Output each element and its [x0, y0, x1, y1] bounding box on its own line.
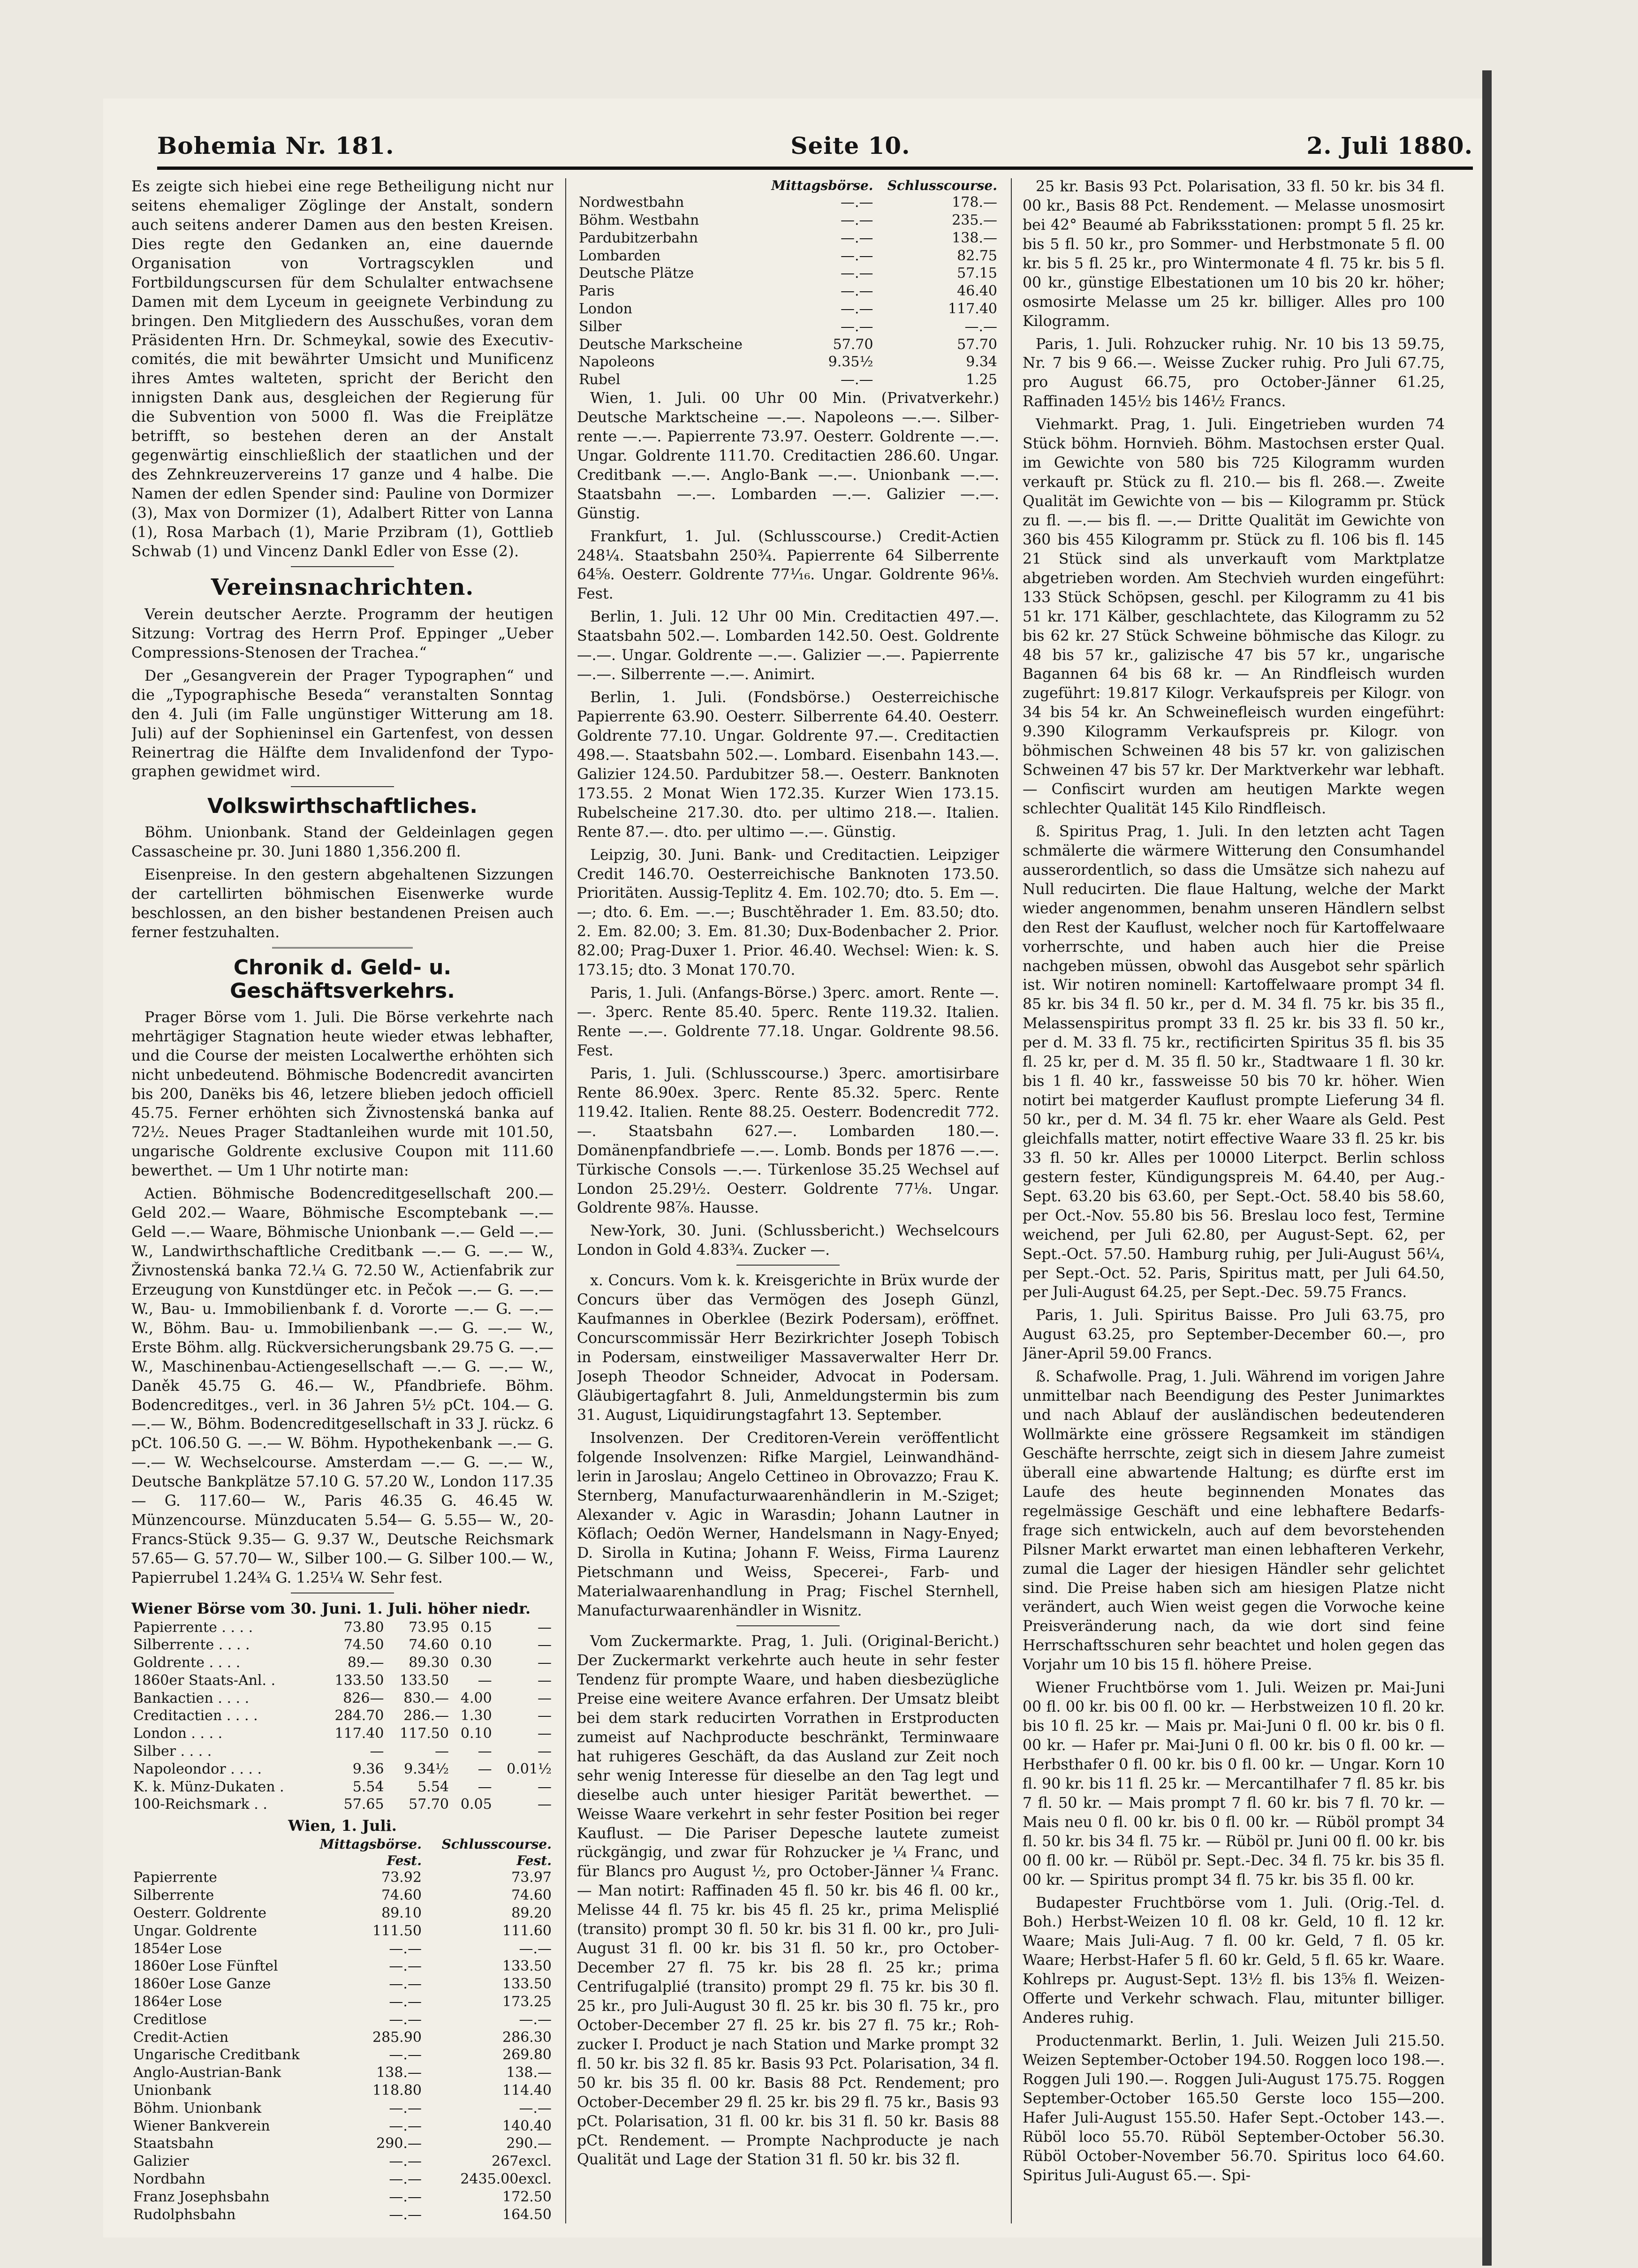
table-row [131, 2082, 554, 2100]
security-name: Franz Josephsbahn [133, 2188, 270, 2205]
security-name: Unionbank [133, 2082, 212, 2099]
report-paragraph: Viehmarkt. Prag, 1. Juli. Eingetrieben wurden 74 Stück böhm. Hornvieh. Böhm. Mastochsen erster Qual. im Gewichte von 580 bis 725 Kilogramm wurden verkauft pr. Stück zu fl. 210.— bis fl. 268.—. Zweite Qualität im Gewichte von — bis — Kilogramm pr. Stück zu fl. —.— bis fl. —.— Dritte Qualität im Gewichte von 360 bis 455 Kilogramm pr. Stück zu fl. 106 bis fl. 145 21 Stück sind als unverkauft vom Marktplatze abgetrieben worden. Am Stechvieh wurden eingeführt: 133 Stück Schöpsen, geschl. per Kilogramm zu 41 bis 51 kr. 171 Kälber, geschlachtete, das Kilogramm zu 52 bis 62 kr. 27 Stück Schweine böhmische das Kilogr. zu 48 bis 57 kr., galizische 47 bis 57 kr., ungarische Bagannen 64 bis 68 kr. — An Rindfleisch wurden zugeführt: 19.817 Kilogr. Verkaufspreis per Kilogr. von 34 bis 54 kr. An Schweinefleisch wurden eingeführt: 9.390 Kilogramm Verkaufspreis pr. Kilogr. von böhmischen Schweinen 48 bis 57 kr. von galizischen Schweinen 47 bis 57 kr. Der Marktverkehr war lebhaft. — Confiscirt wurden am heutigen Markte wegen schlechter Qualität 145 Kilo Rindfleisch. [1023, 416, 1445, 817]
security-name: 100-Reichsmark . . [133, 1796, 267, 1813]
security-name: Rudolphsbahn [133, 2206, 236, 2222]
quote-value: 118.80 [372, 2082, 422, 2099]
quote-value: —.— [519, 1940, 552, 1957]
quote-value: — [538, 1743, 552, 1760]
column-2 [577, 177, 999, 2222]
table-row [131, 2188, 554, 2206]
quote-value: —.— [841, 301, 873, 318]
quote-value: 286.30 [502, 2029, 552, 2046]
table-row [577, 371, 999, 389]
security-name: Credit-Actien [133, 2029, 229, 2046]
quote-value: 111.50 [372, 1922, 422, 1939]
report-paragraph: ß. Schafwolle. Prag, 1. Juli. Während im vorigen Jahre unmittelbar nach Beendigung des Pester Junimarktes und nach Ablauf der ausländischen bedeutenderen Wollmärkte eine grössere Regsamkeit im ständigen Geschäfte herrschte, zeigt sich in diesem Jahre zumeist überall eine abwartende Haltung; es dürfte erst im Laufe des heute beginnenden Monates das regelmässige Geschäft und eine lebhaftere Bedarfsfrage sich entwickeln, auch auf dem bevorstehenden Pilsner Markt erwartet man einen lebhafteren Verkehr, zumal die Lager der hiesigen Händler sehr gelichtet sind. Die Preise haben sich am hiesigen Platze nicht verändert, auch Wien weist gegen die Vorwoche keine Preisveränderung nach, da wie dort sind feine Herrschaftsschuren sehr beachtet und holen gegen das Vorjahr um 10 bis 15 fl. höhere Preise. [1023, 1368, 1445, 1674]
quote-value: 0.15 [460, 1619, 492, 1636]
quote-value: —.— [964, 318, 997, 335]
quote-value: 89.20 [511, 1904, 552, 1921]
header-rule [157, 167, 1473, 170]
quote-value: 138.— [376, 2064, 422, 2081]
quote-value: — [538, 1637, 552, 1654]
table-row [131, 1619, 554, 1637]
quote-value: 111.60 [502, 1922, 552, 1939]
quote-value: —.— [841, 318, 873, 335]
quote-value: 89.— [347, 1654, 384, 1671]
page-header [157, 122, 1473, 159]
table-row [131, 2011, 554, 2029]
eisenpreise-paragraph: Eisenpreise. In den gestern abgehaltenen Sizzungen der cartellirten böhmischen Eisenwerke wurde beschlossen, an den bisher bestandenen Preisen auch ferner festzuhalten. [131, 866, 554, 941]
quote-value: 172.50 [502, 2188, 552, 2205]
lyceum-report-paragraph: Es zeigte sich hiebei eine rege Betheiligung nicht nur seitens ehemaliger Zöglinge der Anstalt, sondern auch seitens anderer Damen aus den besten Kreisen. Dies regte den Gedanken an, eine dauernde Organisation von Vortragscyklen und Fortbildungscursen für dem Schulalter entwachsene Damen mit dem Lyceum in geeignete Verbindung zu bringen. Den Mitgliedern des Ausschußes, voran dem Präsidenten Hrn. Dr. Schmeykal, sowie des Executivcomités, die mit bewährter Umsicht und Munificenz ihres Amtes walteten, spricht der Bericht den innigsten Dank aus, desgleichen der Regierung für die Subvention von 5000 fl. Was die Freiplätze betrifft, so bestehen deren an der Anstalt gegenwärtig einschließlich der staatlichen und der des Zehnkreuzervereins 17 ganze und 4 halbe. Die Namen der edlen Spender sind: Pauline von Dormizer (3), Max von Dormizer (1), Adalbert Ritter von Lanna (1), Rosa Marbach (1), Marie Przibram (1), Gottlieb Schwab (1) und Vincenz Dankl Edler von Esse (2). [131, 178, 554, 560]
market-reports [577, 389, 999, 2169]
quote-value: 178.— [952, 194, 997, 211]
table-row [131, 2135, 554, 2153]
table-row [131, 1993, 554, 2011]
quote-value: 74.50 [343, 1637, 384, 1654]
table-row [577, 229, 999, 247]
quote-value: 1.30 [460, 1707, 492, 1724]
quote-value: 57.70 [409, 1796, 449, 1813]
quote-value: 269.80 [502, 2047, 552, 2063]
security-name: Paris [579, 283, 615, 300]
table-row [131, 2064, 554, 2082]
quote-value: 117.40 [334, 1725, 384, 1742]
security-name: Deutsche Plätze [579, 265, 694, 282]
quote-value: 286.— [403, 1707, 449, 1724]
table-row [131, 2100, 554, 2117]
quote-value: 284.70 [334, 1707, 384, 1724]
quote-value: 9.34 [966, 354, 997, 371]
quote-value: —.— [841, 247, 873, 264]
quote-value: 74.60 [381, 1887, 422, 1904]
quote-value: 57.70 [833, 336, 873, 353]
security-name: Ungar. Goldrente [133, 1922, 257, 1939]
quote-value: 133.50 [502, 1976, 552, 1993]
table-row [131, 1707, 554, 1725]
wien-courses-table-continued [577, 177, 999, 389]
security-name: Ungarische Creditbank [133, 2047, 300, 2063]
table-row [131, 2029, 554, 2047]
table-row [577, 336, 999, 354]
table-row [131, 1743, 554, 1760]
quote-value: —.— [389, 2047, 422, 2063]
report-paragraph: x. Concurs. Vom k. k. Kreisgerichte in Brüx wurde der Concurs über das Vermögen des Joseph Günzl, Kaufmannes in Oberklee (Bezirk Podersam), eröffnet. Concurscommissär Herr Bezirkrichter Joseph Tobisch in Podersam, einstweiliger Massaverwalter Herr Dr. Joseph Theodor Schneider, Advocat in Podersam. Gläubigertagfahrt 8. Juli, Anmeldungstermin bis zum 31. August, Liquidirungstagfahrt 13. September. [577, 1272, 999, 1424]
quote-value: — [478, 1778, 492, 1795]
column-header: Mittagsbörse. Fest. [319, 1836, 422, 1869]
quote-value: 1.25 [966, 372, 997, 388]
quote-value: 4.00 [460, 1690, 492, 1707]
report-paragraph: Paris, 1. Juli. (Schlusscourse.) 3perc. amortisirbare Rente 86.90ex. 3perc. Rente 85.32. 5perc. Rente 119.42. Italien. Rente 88.25. Oesterr. Bodencredit 772.—. Staatsbahn 627.—. Lombarden 180.—. Domänenpfandbriefe —.—. Lomb. Bonds per 1876 —.—. Türkische Consols —.—. Türkenlose 35.25 Wechsel auf London 25.29½. Oesterr. Goldrente 77⅛. Ungar. Goldrente 98⅞. Hausse. [577, 1065, 999, 1217]
quote-value: — [435, 1743, 449, 1760]
table-row [131, 1796, 554, 1813]
security-name: 1854er Lose [133, 1940, 222, 1957]
report-paragraph: ß. Spiritus Prag, 1. Juli. In den letzten acht Tagen schmälerte die wärmere Witterung den Consumhandel ausserordentlich, so dass die Umsätze sich nahezu auf Null reducirten. Die flaue Haltung, welche der Markt wieder angenommen, benahm unseren Händlern selbst den Rest der Kauflust, welcher noch für Kartoffelwaare vorherrschte, und haben auch hier die Preise nachgeben müssen, obwohl das Ausgebot sehr spärlich ist. Wir notiren nominell: Kartoffelwaare prompt 34 fl. 85 kr. bis 34 fl. 50 kr., per d. M. 34 fl. 75 kr. bis 35 fl., Melassenspiritus prompt 33 fl. 25 kr. bis 33 fl. 50 kr., per d. M. 33 fl. 75 kr., rectificirten Spiritus 35 fl. bis 35 fl. 25 kr, per d. M. 35 fl. 50 kr., Stadtwaare 1 fl. 30 kr. bis 1 fl. 40 kr., fassweisse 50 bis 70 kr. höher. Wien notirt bei matgerder Kauflust prompte Lieferung 34 fl. 50 kr., per d. M. 34 fl. 75 kr. eher Waare als Geld. Pest gleichfalls matter, notirt effective Waare 33 fl. 25 kr. bis 33 fl. 50 kr. Alles per 10000 Literpct. Berlin schloss gestern fester, Kündigungspreis M. 64.40, per Aug.-Sept. 63.20 bis 63.60, per Sept.-Oct. 58.40 bis 58.60, per Oct.-Nov. 55.80 bis 56. Breslau loco fest, Termine weichend, per Juli 62.80, per August-Sept. 62, per Sept.-Oct. 57.50. Hamburg ruhig, per Juli-August 56¼, per Sept.-Oct. 52. Paris, Spiritus matt, per Juli 64.50, per Juli-August 64.25, per Sept.-Dec. 59.75 Francs. [1023, 823, 1445, 1301]
quote-value: —.— [389, 1976, 422, 1993]
quote-value: —.— [841, 265, 873, 282]
table-row [131, 2117, 554, 2135]
report-paragraph: Productenmarkt. Berlin, 1. Juli. Weizen Juli 215.50. Weizen September-October 194.50. Roggen loco 198.—. Roggen Juli 190.—. Roggen Juli-August 175.75. Roggen September-October 165.50 Gerste loco 155—200. Hafer Juli-August 155.50. Hafer Sept.-October 143.—. Rüböl loco 55.70. Rüböl September-October 56.30. Rüböl October-November 56.70. Spiritus loco 64.60. Spiritus Juli-August 65.—. Spi- [1023, 2033, 1445, 2184]
quote-value: 290.— [376, 2135, 422, 2152]
security-name: Staatsbahn [133, 2135, 214, 2152]
table-row [131, 1869, 554, 1887]
newspaper-page [103, 99, 1482, 2238]
separator [272, 947, 413, 948]
column-header: Schlusscourse. Fest. [441, 1836, 552, 1869]
report-paragraph: Wiener Fruchtbörse vom 1. Juli. Weizen pr. Mai-Juni 00 fl. 00 kr. bis 00 fl. 00 kr. — Herbstweizen 10 fl. 20 kr. bis 10 fl. 25 kr. — Mais pr. Mai-Juni 0 fl. 00 kr. bis 0 fl. 00 kr. — Hafer pr. Mai-Juni 0 fl. 00 kr. bis 0 fl. 00 kr. — Herbsthafer 0 fl. 00 kr. bis 0 fl. 00 kr. — Ungar. Korn 10 fl. 90 kr. bis 11 fl. 25 kr. — Mercantilhafer 7 fl. 85 kr. bis 7 fl. 50 kr. — Mais prompt 7 fl. 60 kr. bis 7 fl. 70 kr. — Mais neu 0 fl. 00 kr. bis 0 fl. 00 kr. — Rüböl prompt 34 fl. 50 kr. bis 34 fl. 75 kr. — Rüböl pr. Juni 00 fl. 00 kr. bis 00 fl. 00 kr. — Rüböl pr. Sept.-Dec. 34 fl. 75 kr. bis 35 fl. 00 kr. — Spiritus prompt 34 fl. 75 kr. bis 35 fl. 00 kr. [1023, 1679, 1445, 1889]
security-name: Oesterr. Goldrente [133, 1904, 267, 1921]
security-name: 1860er Staats-Anl. . [133, 1672, 276, 1689]
quote-value: 73.80 [343, 1619, 384, 1636]
wiener-boerse-table [131, 1619, 554, 1814]
report-paragraph: Leipzig, 30. Juni. Bank- und Creditactien. Leipziger Credit 146.70. Oesterreichische Banknoten 173.50. Prioritäten. Aussig-Teplitz 4. Em. 102.70; dto. 5. Em —.—; dto. 6. Em. —.—; Buschtěhrader 1. Em. 83.50; dto. 2. Em. 82.00; 3. Em. 81.30; Dux-Bodenbacher 2. Prior. 82.00; Prag-Duxer 1. Prior. 46.40. Wechsel: Wien: k. S. 173.15; dto. 3 Monat 170.70. [577, 846, 999, 979]
report-paragraph: Insolvenzen. Der Creditoren-Verein veröffentlicht folgende Insolvenzen: Rifke Margiel, Leinwandhändlerin in Jaroslau; Angelo Cettineo in Obrovazzo; Frau K. Sternberg, Manufacturwaarenhändlerin in M.-Sziget; Alexander v. Agic in Warasdin; Johann Lautner in Köflach; Oedön Werner, Handelsmann in Nagy-Enyed; D. Sirolla in Kutina; Johann F. Weiss, Firma Laurenz Pietschmann und Weiss, Specerei-, Farb- und Materialwaarenhandlung in Prag; Fischel Sternhell, Manufacturwaarenhändler in Wisnitz. [577, 1429, 999, 1620]
quote-value: —.— [389, 1958, 422, 1975]
table-row [131, 1636, 554, 1654]
table-row [131, 1957, 554, 1975]
quote-value: 0.10 [460, 1637, 492, 1654]
prager-boerse-paragraph: Prager Börse vom 1. Juli. Die Börse verkehrte nach mehrtägiger Stagnation heute wieder etwas lebhafter, und die Course der meisten Localwerthe erhöhten sich nicht unbedeutend. Böhmische Bodencredit avancirten bis 200, Danëks bis 46, letzere blieben jedoch officiell 45.75. Ferner erhöhten sich Živnostenská banka auf 72½. Neues Prager Stadtanleihen wurde mit 101.50, ungarische Goldrente exclusive Coupon mit 111.60 bewerthet. — Um 1 Uhr notirte man: [131, 1009, 554, 1180]
security-name: Böhm. Unionbank [133, 2100, 262, 2116]
verein-aerzte-paragraph: Verein deutscher Aerzte. Programm der heutigen Sitzung: Vortrag des Herrn Prof. Eppinger „Ueber Compressions-Stenosen der Trachea.“ [131, 606, 554, 661]
quote-value: 290.— [506, 2135, 552, 2152]
quote-value: 114.40 [502, 2082, 552, 2099]
header-masthead: Bohemia Nr. 181. [157, 132, 394, 159]
report-paragraph: New-York, 30. Juni. (Schlussbericht.) Wechselcours London in Gold 4.83¾. Zucker —. [577, 1222, 999, 1259]
quote-value: — [370, 1743, 384, 1760]
security-name: 1864er Lose [133, 1993, 222, 2010]
security-name: Wiener Bankverein [133, 2117, 270, 2134]
quote-value: 830.— [403, 1690, 449, 1707]
quote-value: — [538, 1672, 552, 1689]
security-name: Papierrente [133, 1869, 217, 1886]
quote-value: — [538, 1707, 552, 1724]
quote-value: —.— [841, 372, 873, 388]
quote-value: — [478, 1760, 492, 1777]
security-name: Creditlose [133, 2011, 207, 2028]
security-name: Silberrente . . . . [133, 1637, 250, 1654]
quote-value: 133.50 [400, 1672, 449, 1689]
section-title-vereinsnachrichten: Vereinsnachrichten. [211, 574, 474, 600]
quote-value: 140.40 [502, 2117, 552, 2134]
report-paragraph: Paris, 1. Juli. Rohzucker ruhig. Nr. 10 bis 13 59.75, Nr. 7 bis 9 66.—. Weisse Zucker ruhig. Pro Juli 67.75, pro August 66.75, pro October-Jänner 61.25, Raffinaden 145½ bis 146½ Francs. [1023, 335, 1445, 410]
report-paragraph: 25 kr. Basis 93 Pct. Polarisation, 33 fl. 50 kr. bis 34 fl. 00 kr., Basis 88 Pct. Rendement. — Melasse unosmosirt bei 42° Beaumé ab Fabriksstationen: prompt 5 fl. 25 kr. bis 5 fl. 50 kr., pro Sommer- und Herbstmonate 5 fl. 00 kr. bis 5 fl. 25 kr., pro Wintermonate 4 fl. 75 kr. bis 5 fl. 00 kr., günstige Elbestationen um 10 bis 20 kr. höher; osmosirte Melasse um 25 kr. billiger. Alles pro 100 Kilogramm. [1023, 178, 1445, 330]
table-row [577, 318, 999, 336]
wien-table-title: Wien, 1. Juli. [288, 1817, 397, 1835]
table-row [577, 265, 999, 282]
quote-value: —.— [519, 2011, 552, 2028]
column-divider [565, 178, 566, 2223]
quote-value: 74.60 [409, 1637, 449, 1654]
separator [736, 1625, 840, 1626]
security-name: Bankactien . . . . [133, 1690, 250, 1707]
table-row [131, 1690, 554, 1707]
section-title-chronik: Chronik d. Geld- u. Geschäftsverkehrs. [230, 955, 455, 1003]
quote-value: —.— [389, 1940, 422, 1957]
table-row [131, 1725, 554, 1743]
security-name: Lombarden [579, 247, 661, 264]
separator [291, 786, 394, 787]
quote-value: 235.— [952, 212, 997, 229]
security-name: Silberrente [133, 1887, 214, 1904]
column-3 [1023, 177, 1445, 2222]
quote-value: 74.60 [511, 1887, 552, 1904]
quote-value: 9.35½ [828, 354, 873, 371]
quote-value: 285.90 [372, 2029, 422, 2046]
quote-value: — [538, 1796, 552, 1813]
quote-value: 57.15 [957, 265, 997, 282]
quote-value: 0.10 [460, 1725, 492, 1742]
quote-value: — [538, 1725, 552, 1742]
quote-value: 133.50 [334, 1672, 384, 1689]
quote-value: —.— [389, 2011, 422, 2028]
table-row [131, 1887, 554, 1904]
quote-value: —.— [841, 194, 873, 211]
security-name: Deutsche Markscheine [579, 336, 743, 353]
quote-value: —.— [389, 2170, 422, 2187]
security-name: Silber . . . . [133, 1743, 212, 1760]
quote-value: 73.95 [409, 1619, 449, 1636]
quote-value: — [478, 1743, 492, 1760]
security-name: Napoleons [579, 354, 655, 371]
column-header: Schlusscourse. [887, 178, 997, 193]
quote-value: —.— [519, 2100, 552, 2116]
security-name: Creditactien . . . . [133, 1707, 258, 1724]
security-name: London [579, 301, 632, 318]
table-row [577, 212, 999, 229]
quote-value: 0.05 [460, 1796, 492, 1813]
quote-value: —.— [389, 2188, 422, 2205]
header-date: 2. Juli 1880. [1306, 132, 1473, 159]
table-row [131, 1778, 554, 1796]
unionbank-paragraph: Böhm. Unionbank. Stand der Geldeinlagen gegen Cassascheine pr. 30. Juni 1880 1,356.200 fl. [131, 824, 554, 860]
table-row [577, 194, 999, 212]
quote-value: 117.50 [400, 1725, 449, 1742]
security-name: Pardubitzerbahn [579, 229, 698, 246]
quote-value: —.— [389, 2206, 422, 2222]
security-name: London . . . . [133, 1725, 223, 1742]
quote-value: 138.— [952, 229, 997, 246]
wiener-boerse-title: Wiener Börse vom 30. Juni. 1. Juli. höher niedr. [131, 1599, 531, 1617]
security-name: Nordbahn [133, 2170, 205, 2187]
header-page-number: Seite 10. [790, 132, 910, 159]
quote-value: —.— [841, 283, 873, 300]
report-paragraph: Berlin, 1. Juli. 12 Uhr 00 Min. Creditactien 497.—. Staatsbahn 502.—. Lombarden 142.50. Oest. Goldrente —.—. Ungar. Goldrente —.—. Galizier —.—. Papierrente —.—. Silberrente —.—. Animirt. [577, 608, 999, 683]
table-row [131, 1654, 554, 1672]
table-row [131, 1922, 554, 1940]
security-name: Napoleondor . . . . [133, 1760, 262, 1777]
table-row [131, 2206, 554, 2222]
table-row [131, 2046, 554, 2064]
quote-value: 9.34½ [404, 1760, 449, 1777]
quote-value: —.— [841, 212, 873, 229]
table-row [577, 353, 999, 371]
report-paragraph: Wien, 1. Juli. 00 Uhr 00 Min. (Privatverkehr.) Deutsche Marktscheine —.—. Napoleons —.—. Silberrente —.—. Papierrente 73.97. Oesterr. Goldrente —.—. Ungar. Goldrente 111.70. Creditactien 286.60. Ungar. Creditbank —.—. Anglo-Bank —.—. Unionbank —.—. Staatsbahn —.—. Lombarden —.—. Galizier —.—. Günstig. [577, 390, 999, 522]
column-header: Mittagsbörse. [771, 178, 873, 193]
quote-value: 173.25 [502, 1993, 552, 2010]
security-name: Silber [579, 318, 622, 335]
table-row [131, 1672, 554, 1690]
market-reports [1023, 177, 1445, 2185]
quote-value: 57.70 [957, 336, 997, 353]
table-row [131, 2153, 554, 2170]
security-name: Anglo-Austrian-Bank [133, 2064, 281, 2081]
gesangverein-paragraph: Der „Gesangverein der Prager Typographen“ und die „Typographische Beseda“ veranstalten Sonntag den 4. Juli (im Falle ungünstiger Witterung am 18. Juli) auf der Sophieninsel ein Gartenfest, von dessen Reinertrag die Hälfte dem Invalidenfond der Typographen gewidmet wird. [131, 667, 554, 781]
separator [736, 1265, 840, 1266]
quote-value: — [478, 1672, 492, 1689]
report-paragraph: Frankfurt, 1. Jul. (Schlusscourse.) Credit-Actien 248¼. Staatsbahn 250¾. Papierrente 64 Silberrente 64⅝. Oesterr. Goldrente 77⅟₁₆. Ungar. Goldrente 96⅛. Fest. [577, 528, 999, 603]
quote-value: 9.36 [352, 1760, 384, 1777]
quote-value: —.— [389, 2153, 422, 2170]
table-row [131, 1975, 554, 1993]
quote-value: 2435.00excl. [460, 2170, 552, 2187]
quote-value: 5.54 [417, 1778, 449, 1795]
report-paragraph: Budapester Fruchtbörse vom 1. Juli. (Orig.-Tel. d. Boh.) Herbst-Weizen 10 fl. 08 kr. Geld, 10 fl. 12 kr. Waare; Mais Juli-Aug. 7 fl. 00 kr. Geld, 7 fl. 05 kr. Waare; Herbst-Hafer 5 fl. 60 kr. Geld, 5 fl. 65 kr. Waare. Kohlreps pr. August-Sept. 13½ fl. bis 13⅝ fl. Weizen-Offerte und Verkehr schwach. Flau, mitunter billiger. Anderes ruhig. [1023, 1894, 1445, 2027]
table-row [131, 1940, 554, 1958]
table-row [131, 2170, 554, 2188]
quote-value: 267excl. [492, 2153, 552, 2170]
table-row [577, 282, 999, 300]
quote-value: 89.10 [381, 1904, 422, 1921]
page-edge-shadow [1482, 70, 1492, 2266]
security-name: Papierrente . . . . [133, 1619, 253, 1636]
section-title-volkswirthschaftliches: Volkswirthschaftliches. [207, 794, 478, 819]
quote-value: 117.40 [948, 301, 997, 318]
security-name: Böhm. Westbahn [579, 212, 699, 229]
quote-value: 73.97 [511, 1869, 552, 1886]
quote-value: 138.— [506, 2064, 552, 2081]
actien-listing-paragraph: Actien. Böhmische Bodencreditgesellschaft 200.— Geld 202.— Waare, Böhmische Escomptebank —.— Geld —.— Waare, Böhmische Unionbank —.— Geld —.— W., Landwirthschaftliche Creditbank —.— G. —.— W., Živnostenská banka 72.¼ G. 72.50 W., Actienfabrik zur Erzeugung von Kunstdünger etc. in Pečok —.— G. —.— W., Bau- u. Immobilienbank f. d. Vororte —.— G. —.— W., Böhm. Bau- u. Immobilienbank —.— G. —.— W., Erste Böhm. allg. Rückversicherungsbank 29.75 G. —.— W., Maschinenbau-Actiengesellschaft —.— G. —.— W., Daněk 45.75 G. 46.— W., Pfandbriefe. Böhm. Bodencreditges., verl. in 36 Jahren 5½ pCt. 104.— G. —.— W., Böhm. Bodencreditgesellschaft in 33 J. rückz. 6 pCt. 106.50 G. —.— W. Böhm. Hypothekenbank —.— G. —.— W. Wechselcourse. Amsterdam —.— G. —.— W., Deutsche Bankplätze 57.10 G. 57.20 W., London 117.35— G. 117.60— W., Paris 46.35 G. 46.45 W. Münzencourse. Münzducaten 5.54— G. 5.55— W., 20-Francs-Stück 9.35— G. 9.37 W., Deutsche Reichsmark 57.65— G. 57.70— W., Silber 100.— G. Silber 100.— W., Papierrubel 1.24¾ G. 1.25¼ W. Sehr fest. [131, 1185, 554, 1586]
security-name: Rubel [579, 372, 621, 388]
table-row [577, 300, 999, 318]
report-paragraph: Berlin, 1. Juli. (Fondsbörse.) Oesterreichische Papierrente 63.90. Oesterr. Silberrente 64.40. Oesterr. Goldrente 77.10. Ungar. Goldrente 97.—. Creditactien 498.—. Staatsbahn 502.—. Lombard. Eisenbahn 143.—. Galizier 124.50. Pardubitzer 58.—. Oesterr. Banknoten 173.55. 2 Monat Wien 172.35. Kurzer Wien 173.15. Rubelscheine 217.30. dto. per ultimo 218.—. Italien. Rente 87.—. dto. per ultimo —.—. Günstig. [577, 689, 999, 841]
quote-value: —.— [389, 2117, 422, 2134]
quote-value: 57.65 [343, 1796, 384, 1813]
quote-value: — [538, 1654, 552, 1671]
table-row [131, 1904, 554, 1922]
quote-value: 0.01½ [507, 1760, 552, 1777]
quote-value: —.— [389, 2100, 422, 2116]
quote-value: — [538, 1619, 552, 1636]
report-paragraph: Paris, 1. Juli. (Anfangs-Börse.) 3perc. amort. Rente —.—. 3perc. Rente 85.40. 5perc. Rente 119.32. Italien. Rente —.—. Goldrente 77.18. Ungar. Goldrente 98.56. Fest. [577, 985, 999, 1059]
table-row [577, 247, 999, 265]
separator [291, 566, 394, 567]
security-name: 1860er Lose Ganze [133, 1976, 271, 1993]
quote-value: — [538, 1778, 552, 1795]
quote-value: 46.40 [957, 283, 997, 300]
table-row [131, 1760, 554, 1778]
security-name: K. k. Münz-Dukaten . [133, 1778, 284, 1795]
wien-courses-table [131, 1836, 554, 2222]
security-name: Galizier [133, 2153, 189, 2170]
column-1 [131, 177, 554, 2222]
quote-value: 5.54 [352, 1778, 384, 1795]
quote-value: 82.75 [957, 247, 997, 264]
report-paragraph: Vom Zuckermarkte. Prag, 1. Juli. (Original-Bericht.) Der Zuckermarkt verkehrte auch heute in sehr fester Tendenz für prompte Waare, und haben diesbezügliche Preise eine weitere Avance erfahren. Der Umsatz bleibt bei dem stark reducirten Vorrathen in Erstproducten zumeist auf Nachproducte beschränkt, Terminwaare hat ruhigeres Geschäft, da das Ausland zur Zeit noch sehr wenig Interesse für dieselbe an den Tag legt und dieselbe auch unter hiesiger Parität bewerthet. — Weisse Waare verkehrt in sehr fester Position bei reger Kauflust. — Die Pariser Depesche lautete zumeist rückgängig, und zwar für Rohzucker je ¼ Franc, und für Blancs pro August ½, pro October-Jänner ¼ Franc. — Man notirt: Raffinaden 45 fl. 50 kr. bis 46 fl. 00 kr., Melisse 44 fl. 75 kr. bis 45 fl. 25 kr., prima Melisplié (transito) prompt 30 fl. 50 kr. bis 31 fl. 00 kr., pro Juli-August 31 fl. 00 kr. bis 31 fl. 50 kr., pro October-December 27 fl. 75 kr. bis 28 fl. 25 kr.; prima Centrifugalplié (transito) prompt 29 fl. 75 kr. bis 30 fl. 25 kr., pro Juli-August 30 fl. 25 kr. bis 30 fl. 75 kr., pro October-December 27 fl. 25 kr. bis 27 fl. 75 kr.; Rohzucker I. Product je nach Station und Marke prompt 32 fl. 50 kr. bis 32 fl. 85 kr. Basis 93 Pct. Polarisation, 34 fl. 50 kr. bis 35 fl. 00 kr. Basis 88 Pct. Rendement; pro October-December 29 fl. 25 kr. bis 29 fl. 75 kr., Basis 93 pCt. Polarisation, 31 fl. 00 kr. bis 31 fl. 50 kr. Basis 88 pCt. Rendement. — Prompte Nachproducte je nach Qualität und Lage der Station 31 fl. 50 kr. bis 32 fl. [577, 1633, 999, 2169]
quote-value: 0.30 [460, 1654, 492, 1671]
quote-value: —.— [389, 1993, 422, 2010]
security-name: Goldrente . . . . [133, 1654, 241, 1671]
quote-value: — [538, 1690, 552, 1707]
report-paragraph: Paris, 1. Juli. Spiritus Baisse. Pro Juli 63.75, pro August 63.25, pro September-December 60.—, pro Jäner-April 59.00 Francs. [1023, 1307, 1445, 1363]
quote-value: 73.92 [381, 1869, 422, 1886]
quote-value: —.— [841, 229, 873, 246]
quote-value: 164.50 [502, 2206, 552, 2222]
security-name: 1860er Lose Fünftel [133, 1958, 278, 1975]
quote-value: 826— [343, 1690, 384, 1707]
column-divider [1011, 178, 1012, 2223]
quote-value: 133.50 [502, 1958, 552, 1975]
security-name: Nordwestbahn [579, 194, 684, 211]
quote-value: 89.30 [409, 1654, 449, 1671]
